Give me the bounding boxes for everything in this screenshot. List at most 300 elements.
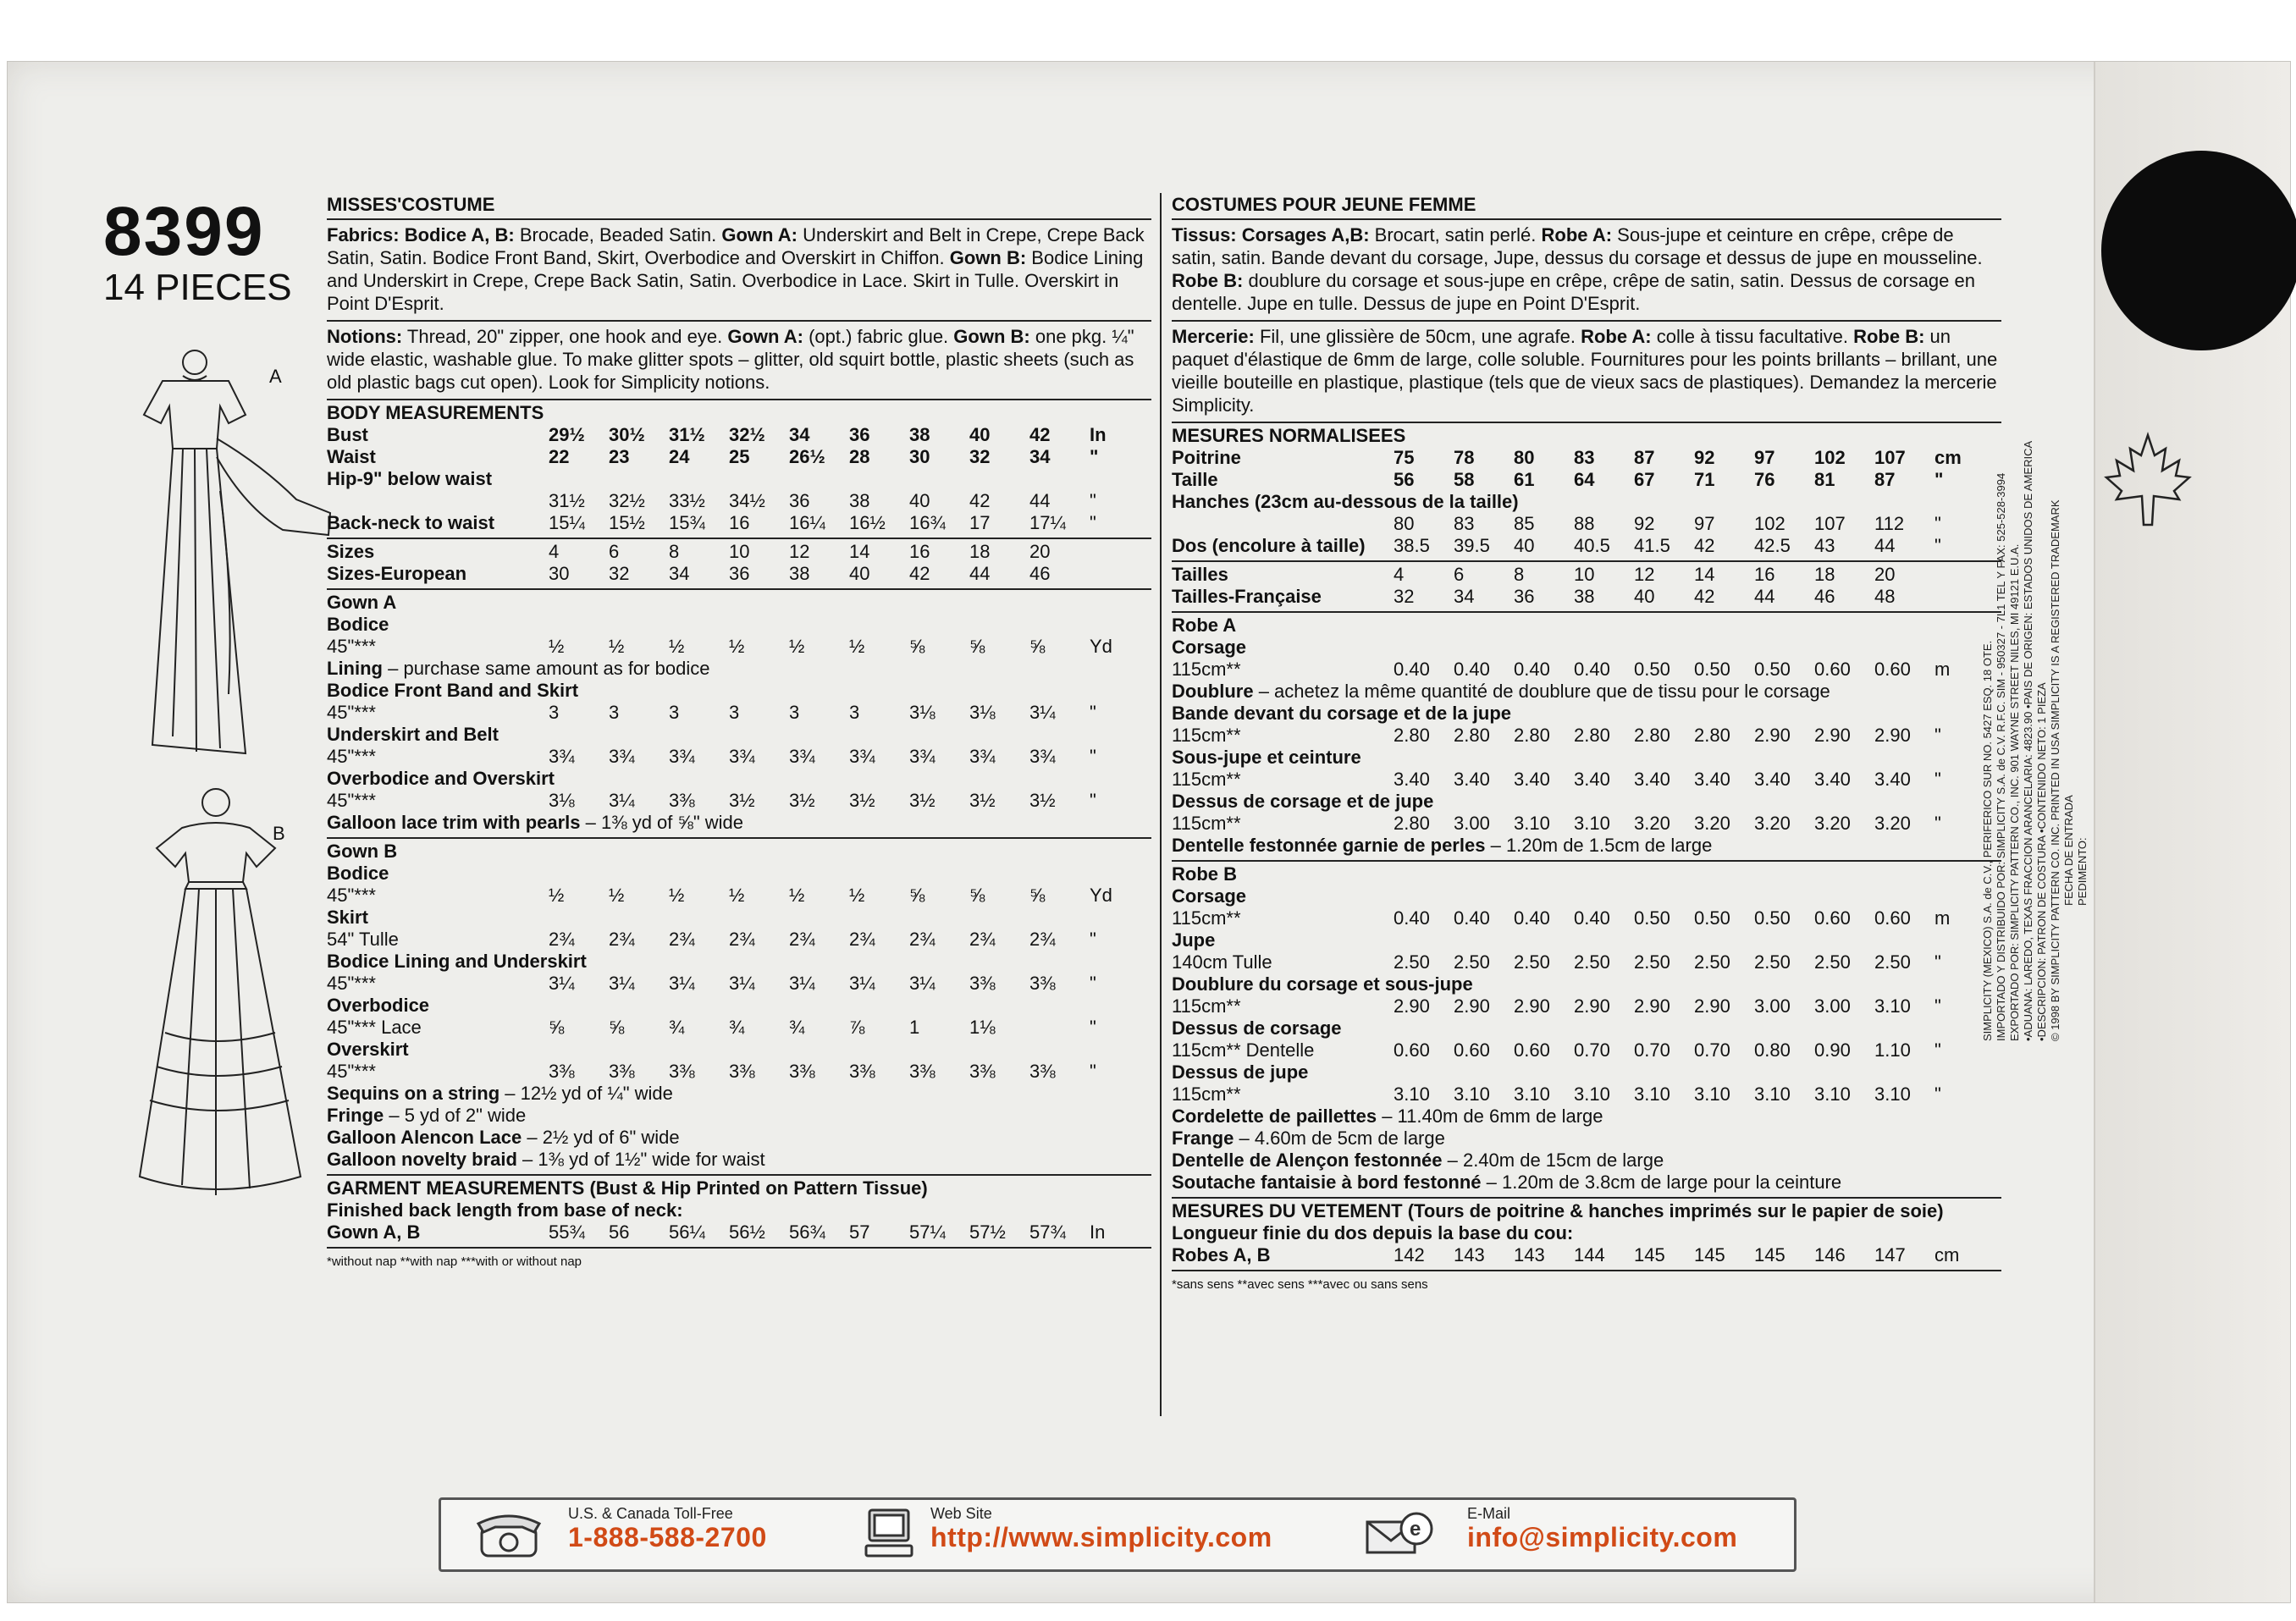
table-cell: 142 [1394,1244,1425,1265]
table-cell: ⅝ [609,1017,625,1038]
table-cell: ½ [849,636,865,657]
tailles-table [1172,562,2001,613]
table-row: 115cm** 2.90 2.90 2.90 2.90 2.90 2.90 3.00 3.00 3.10 " [1172,995,1941,1017]
table-cell: 15½ [609,512,645,533]
table-cell: 3.00 [1454,813,1490,834]
table-cell: 3¼ [729,973,755,994]
row-label: Bodice Front Band and Skirt [327,680,579,701]
computer-icon [864,1507,915,1561]
table-row: Tailles-Française 32 34 36 38 40 42 44 46 48 [1172,586,2001,608]
table-cell: ¾ [729,1017,745,1038]
table-cell: 3¾ [789,746,815,767]
mesures-vetement [1172,1199,2001,1271]
table-cell: 34 [669,563,690,584]
table-cell: 67 [1634,469,1655,490]
table-cell: 39.5 [1454,535,1490,556]
robe-b-metrage: Robe B Corsage 115cm** 0.40 0.40 0.40 0.40 0.50 0.50 0.50 0.60 0.60 m Jupe 140cm Tulle 2.50 2.50 2.50 2.50 2.50 2.50 2.50 2.50 2.50 " Doublure du corsage et sous-jupe 115cm** 2.90 2.90 2.90 2.90 2.90 2.90 3.00 3.00 3.10 " Dessus de corsage 115cm** Dentelle 0.60 0.60 0.60 0.70 0.70 0.70 0.80 0.90 1.10 " Dessus de jupe 115cm** 3.10 3.10 3.10 3.10 3.10 3.10 3.10 3.10 3.10 " Cordelette de paillettes – 11.40m de 6mm de large Frange – 4.60m de 5cm de large Dentelle de Alençon festonnée – 2.40m de 15cm de large Soutache fantaisie à bord festonné – 1.20m de 3.8cm de large pour la ceinture [1172,862,2001,1199]
table-cell: ⅝ [549,1017,565,1038]
table-cell: 1 [909,1017,920,1038]
table-cell: 33½ [669,490,705,511]
table-cell: 3.20 [1754,813,1791,834]
table-cell: 88 [1574,513,1595,534]
table-cell: 36 [789,490,810,511]
table-cell: 3.40 [1754,769,1791,790]
table-cell: 3⅜ [1029,1061,1056,1082]
table-cell: 40 [1514,535,1535,556]
table-cell: 3½ [789,790,815,811]
table-row: 45"*** 3 3 3 3 3 3 3⅛ 3⅛ 3¼ " [327,702,1096,723]
table-cell: ½ [609,636,625,657]
table-cell: 23 [609,446,630,467]
table-row: 45"*** ½ ½ ½ ½ ½ ½ ⅝ ⅝ ⅝ Yd [327,885,1112,906]
table-cell: 3.10 [1454,1083,1490,1105]
table-cell: 34 [1029,446,1051,467]
table-cell: 3⅜ [669,1061,695,1082]
row-label: Jupe [1172,929,1216,951]
table-cell: 3.00 [1754,995,1791,1017]
row-label: Finished back length from base of neck: [327,1199,683,1221]
table-cell: 3¾ [669,746,695,767]
table-cell: 40 [969,424,991,445]
row-label: Longueur finie du dos depuis la base du cou: [1172,1222,1574,1243]
table-cell: 56 [609,1221,630,1243]
email-caption: E-Mail [1467,1505,1511,1522]
table-cell: 3.40 [1514,769,1550,790]
table-cell: 3.40 [1454,769,1490,790]
table-cell: 3 [849,702,860,723]
table-cell: 32 [609,563,630,584]
table-cell: 145 [1694,1244,1725,1265]
table-cell: 40 [849,563,870,584]
table-cell: 30 [549,563,570,584]
table-row: Bust 29½ 30½ 31½ 32½ 34 36 38 40 42 In [327,424,1107,445]
row-label: Hanches (23cm au-dessous de la taille) [1172,491,1519,512]
table-cell: 14 [849,541,870,562]
table-cell: 3¼ [549,973,575,994]
table-cell: 2.80 [1394,725,1430,746]
table-cell: 48 [1874,586,1896,607]
table-cell: 3¾ [1029,746,1056,767]
web-link[interactable]: http://www.simplicity.com [930,1522,1272,1552]
table-cell: 0.80 [1754,1039,1791,1061]
notions-gown-b-text: one pkg. ¼" wide elastic, washable glue. To make glitter spots – glitter, old squirt bottle, plastic sheets (such as old plastic bags cut open). Look for Simplicity notions. [327,326,1134,393]
table-cell: 25 [729,446,750,467]
table-cell: 0.50 [1754,659,1791,680]
tissus-paragraph: Tissus: Corsages A,B: Brocart, satin perlé. Robe A: Sous-jupe et ceinture en crêpe, crêpe de satin, satin. Bande devant du corsage, Jupe, dessus du corsage et dessus de jupe en mousseline. Robe B: doublure du corsage et sous-jupe en crêpe, crêpe de satin, satin. Dessus de corsage en dentelle. Jupe en tulle. Dessus de jupe en Point D'Esprit. [1172,220,2001,322]
table-row: 45"*** 3⅜ 3⅜ 3⅜ 3⅜ 3⅜ 3⅜ 3⅜ 3⅜ 3⅜ " [327,1061,1096,1082]
email-link[interactable]: info@simplicity.com [1467,1522,1738,1552]
table-cell: 1⅛ [969,1017,996,1038]
table-cell: 0.60 [1454,1039,1490,1061]
table-cell: 16 [1754,564,1775,585]
table-cell: 42 [1694,586,1715,607]
table-cell: 41.5 [1634,535,1670,556]
table-cell: 3.10 [1634,1083,1670,1105]
table-cell: ⅝ [909,636,925,657]
row-label: Dessus de jupe [1172,1061,1309,1083]
table-cell: 3½ [729,790,755,811]
table-cell: 18 [969,541,991,562]
table-cell: 2.90 [1694,995,1730,1017]
table-cell: 16 [909,541,930,562]
table-title: BODY MEASUREMENTS [327,402,544,423]
table-cell: 31½ [549,490,585,511]
table-cell: 34½ [729,490,765,511]
table-cell: 16 [729,512,750,533]
row-label: Overskirt [327,1039,409,1060]
flap-line: SIMPLICITY (MEXICO) S.A. de C.V., PERIFERICO SUR NO. 5427 ESQ. 18 OTE. [1981,640,1994,1041]
fabrics-label: Fabrics: [327,224,400,245]
table-cell: 56½ [729,1221,765,1243]
table-cell: ⅝ [909,885,925,906]
flap-line: EXPORTADO POR: SIMPLICITY PATTERN CO., INC. 901 WAYNE STREET NILES, MI 49121 E.U.A. [2008,543,2021,1041]
table-cell: 3.00 [1814,995,1851,1017]
svg-text:e: e [1410,1518,1421,1541]
table-cell: 57¾ [1029,1221,1066,1243]
table-cell: 0.70 [1694,1039,1730,1061]
table-cell: 64 [1574,469,1595,490]
piece-count: 14 PIECES [103,267,292,308]
table-cell: 44 [969,563,991,584]
table-cell: 2¾ [669,929,695,950]
table-cell: 2.80 [1694,725,1730,746]
maple-leaf-icon [2101,432,2194,533]
table-cell: 2.90 [1454,995,1490,1017]
table-cell: 102 [1754,513,1785,534]
table-cell: 145 [1754,1244,1785,1265]
table-cell: 3 [729,702,740,723]
table-cell: 87 [1634,447,1655,468]
table-cell: 3.20 [1694,813,1730,834]
table-cell: 3⅜ [969,1061,996,1082]
view-a-sketch [102,339,339,762]
table-cell: 3¼ [909,973,936,994]
table-cell: 75 [1394,447,1415,468]
table-cell: 42.5 [1754,535,1791,556]
table-cell: 3 [609,702,620,723]
table-cell: 16¾ [909,512,946,533]
table-cell: 3¾ [549,746,575,767]
table-cell: 2.50 [1694,951,1730,973]
table-cell: 3.10 [1814,1083,1851,1105]
table-row: 115cm** 0.40 0.40 0.40 0.40 0.50 0.50 0.50 0.60 0.60 m [1172,907,1951,929]
view-b-sketch [131,779,351,1202]
table-row: 115cm** Dentelle 0.60 0.60 0.60 0.70 0.70 0.70 0.80 0.90 1.10 " [1172,1039,1941,1061]
table-cell: 3 [789,702,800,723]
table-cell: 83 [1574,447,1595,468]
table-cell: 83 [1454,513,1475,534]
table-cell: 3⅛ [549,790,575,811]
table-cell: 3¼ [849,973,875,994]
table-cell: 2¾ [1029,929,1056,950]
flap-line: © 1998 BY SIMPLICITY PATTERN CO. INC. PRINTED IN USA SIMPLICITY IS A REGISTERED TRADEMARK [2049,499,2061,1041]
table-cell: 4 [549,541,560,562]
table-cell: 2.90 [1574,995,1610,1017]
table-cell: 3.10 [1574,1083,1610,1105]
table-cell: 38 [849,490,870,511]
table-cell: 3⅜ [909,1061,936,1082]
table-cell: 2¾ [789,929,815,950]
table-cell: 0.50 [1694,907,1730,929]
table-row: 45"*** 3¾ 3¾ 3¾ 3¾ 3¾ 3¾ 3¾ 3¾ 3¾ " [327,746,1096,767]
table-row: 115cm** 0.40 0.40 0.40 0.40 0.50 0.50 0.50 0.60 0.60 m [1172,659,1951,680]
table-cell: 87 [1874,469,1896,490]
fabrics-gown-a-label: Gown A: [721,224,798,245]
row-label: Overbodice and Overskirt [327,768,555,789]
table-cell: 10 [729,541,750,562]
table-cell: 147 [1874,1244,1906,1265]
notions-paragraph [327,322,1151,400]
table-cell: 38.5 [1394,535,1430,556]
table-cell: 56 [1394,469,1415,490]
garment-measurements [327,1176,1151,1249]
table-cell: 3.10 [1694,1083,1730,1105]
table-cell: 3.10 [1514,813,1550,834]
row-label: Overbodice [327,995,430,1016]
table-cell: 34 [1454,586,1475,607]
table-cell: 3.20 [1634,813,1670,834]
table-cell: 0.50 [1754,907,1791,929]
table-cell: 30½ [609,424,645,445]
table-cell: 3.40 [1634,769,1670,790]
english-column [327,193,1151,1271]
table-cell: 44 [1874,535,1896,556]
table-cell: 0.40 [1514,907,1550,929]
table-cell: 12 [1634,564,1655,585]
table-cell: 6 [609,541,620,562]
flap-box-label: PEDIMENTO: [2076,837,2089,906]
table-row: 45"*** Lace ⅝ ⅝ ¾ ¾ ¾ ⅞ 1 1⅛ " [327,1017,1096,1038]
table-cell: 107 [1874,447,1906,468]
section-title: Robe B [1172,863,1237,885]
notions-gown-a-label: Gown A: [727,326,803,347]
table-cell: 2.50 [1754,951,1791,973]
table-cell: 3⅜ [969,973,996,994]
table-cell: ⅝ [969,885,985,906]
table-cell: 97 [1694,513,1715,534]
table-cell: 0.70 [1574,1039,1610,1061]
table-cell: 42 [909,563,930,584]
black-circle-mark [2101,151,2296,350]
table-cell: 143 [1454,1244,1485,1265]
table-cell: 3⅜ [729,1061,755,1082]
table-cell: 2.50 [1514,951,1550,973]
table-row: Taille 56 58 61 64 67 71 76 81 87 " [1172,469,1944,490]
mesures-table [1172,423,2001,562]
table-cell: 92 [1694,447,1715,468]
sizes-table [327,539,1151,590]
table-cell: 144 [1574,1244,1605,1265]
row-label: Bodice [327,614,389,635]
view-a-letter: A [269,366,282,387]
contact-bar [439,1497,1797,1572]
footnote: *without nap **with nap ***with or without nap [327,1254,582,1269]
table-cell: 3.10 [1754,1083,1791,1105]
table-cell: 40 [909,490,930,511]
fabrics-bodice-label: Bodice A, B: [404,224,515,245]
row-label: Bodice [327,863,389,884]
fabrics-gown-b-text: Bodice Lining and Underskirt in Crepe, Crepe Back Satin, Satin. Overbodice in Lace. Skirt in Tulle. Overskirt in Point D'Esprit. [327,247,1144,314]
table-row: Poitrine 75 78 80 83 87 92 97 102 107 cm [1172,447,1962,468]
section-title: Gown B [327,841,398,862]
table-cell: 17 [969,512,991,533]
table-cell: 0.70 [1634,1039,1670,1061]
table-cell: 3⅜ [789,1061,815,1082]
flap-line: •DESCRIPCION: PATRON DE COSTURA •CONTENIDO NETO: 1 PIEZA [2035,682,2048,1041]
table-cell: 12 [789,541,810,562]
table-cell: 42 [1029,424,1051,445]
table-cell: 3.10 [1394,1083,1430,1105]
table-cell: 32 [969,446,991,467]
robe-a-metrage: Robe A Corsage 115cm** 0.40 0.40 0.40 0.40 0.50 0.50 0.50 0.60 0.60 m Doublure – achetez la même quantité de doublure que de tissu pour le corsage Bande devant du corsage et de la jupe 115cm** 2.80 2.80 2.80 2.80 2.80 2.80 2.90 2.90 2.90 " Sous-jupe et ceinture 115cm** 3.40 3.40 3.40 3.40 3.40 3.40 3.40 3.40 3.40 " Dessus de corsage et de jupe 115cm** 2.80 3.00 3.10 3.10 3.20 3.20 3.20 3.20 3.20 " Dentelle festonnée garnie de perles – 1.20m de 1.5cm de large [1172,613,2001,862]
telephone-icon [475,1508,543,1561]
table-cell: 1.10 [1874,1039,1911,1061]
table-cell: 3¼ [609,973,635,994]
table-cell: 2.90 [1874,725,1911,746]
table-cell: 2¾ [969,929,996,950]
fabrics-gown-b-label: Gown B: [949,247,1027,268]
table-cell: 17¼ [1029,512,1066,533]
table-cell: 2¾ [549,929,575,950]
table-cell: 3⅛ [909,702,936,723]
row-label: Bodice Lining and Underskirt [327,951,587,972]
table-cell: 3.40 [1694,769,1730,790]
table-cell: 26½ [789,446,825,467]
table-cell: ½ [729,636,745,657]
table-cell: ½ [609,885,625,906]
table-cell: 15¾ [669,512,705,533]
table-cell: 44 [1754,586,1775,607]
table-cell: 57½ [969,1221,1006,1243]
table-cell: 0.50 [1694,659,1730,680]
table-cell: 0.40 [1394,907,1430,929]
table-cell: 22 [549,446,570,467]
table-cell: 32 [1394,586,1415,607]
table-cell: 20 [1029,541,1051,562]
email-icon [1364,1510,1440,1559]
fabrics-bodice-text: Brocade, Beaded Satin. [519,224,717,245]
table-cell: 2.50 [1814,951,1851,973]
table-cell: 80 [1514,447,1535,468]
table-row: 45"*** ½ ½ ½ ½ ½ ½ ⅝ ⅝ ⅝ Yd [327,636,1112,657]
table-cell: ⅝ [969,636,985,657]
notions-gown-b-label: Gown B: [953,326,1030,347]
table-cell: 8 [669,541,680,562]
row-label: Corsage [1172,637,1247,658]
table-cell: 3½ [909,790,936,811]
table-cell: 3.20 [1814,813,1851,834]
table-cell: ½ [549,636,565,657]
table-cell: 2.90 [1514,995,1550,1017]
table-cell: 3⅜ [609,1061,635,1082]
web-caption: Web Site [930,1505,992,1522]
table-cell: 0.50 [1634,907,1670,929]
table-cell: 24 [669,446,690,467]
table-cell: 2¾ [849,929,875,950]
phone-contact [568,1505,767,1552]
table-cell: 8 [1514,564,1525,585]
table-row: 115cm** 3.40 3.40 3.40 3.40 3.40 3.40 3.40 3.40 3.40 " [1172,769,1941,790]
table-cell: 0.60 [1814,659,1851,680]
table-cell: 32½ [729,424,765,445]
table-cell: 3¼ [789,973,815,994]
section-title: Gown A [327,592,397,613]
english-title: MISSES'COSTUME [327,193,1151,220]
table-title: MESURES NORMALISEES [1172,425,1406,446]
table-cell: 2.80 [1574,725,1610,746]
table-cell: ⅞ [849,1017,865,1038]
table-cell: 2.90 [1754,725,1791,746]
table-cell: 3⅛ [969,702,996,723]
table-cell: 3¾ [849,746,875,767]
table-cell: ½ [849,885,865,906]
row-label: Dessus de corsage [1172,1017,1342,1039]
table-cell: ½ [789,885,805,906]
table-cell: 2.90 [1394,995,1430,1017]
table-cell: 2¾ [609,929,635,950]
table-cell: 3⅜ [1029,973,1056,994]
table-cell: 3.10 [1574,813,1610,834]
table-cell: 2.50 [1574,951,1610,973]
table-cell: 3 [549,702,560,723]
table-row: 115cm** 2.80 3.00 3.10 3.10 3.20 3.20 3.20 3.20 3.20 " [1172,813,1941,834]
flap-line: •ADUANA: LAREDO, TEXAS FRACCION ARANCELARIA: 4823.90 •PAIS DE ORIGEN: ESTADOS UNIDOS DE AMERICA [2022,440,2034,1041]
table-cell: 78 [1454,447,1475,468]
section-title: MESURES DU VETEMENT (Tours de poitrine & hanches imprimés sur le papier de soie) [1172,1200,1944,1221]
table-cell: 57¼ [909,1221,946,1243]
table-row: Dos (encolure à taille) 38.5 39.5 40 40.5 41.5 42 42.5 43 44 " [1172,535,1941,556]
table-cell: 97 [1754,447,1775,468]
table-row: 115cm** 3.10 3.10 3.10 3.10 3.10 3.10 3.10 3.10 3.10 " [1172,1083,1941,1105]
gown-a-yardage: Gown A Bodice 45"*** ½ ½ ½ ½ ½ ½ ⅝ ⅝ ⅝ Yd Lining – purchase same amount as for bodice Bodice Front Band and Skirt 45"*** 3 3 3 3 3 3 3⅛ 3⅛ 3¼ " Underskirt and Belt 45"*** 3¾ 3¾ 3¾ 3¾ 3¾ 3¾ 3¾ 3¾ 3¾ " Overbodice and Overskirt 45"*** 3⅛ 3¼ 3⅜ 3½ 3½ 3½ 3½ 3½ 3½ " Galloon lace trim with pearls – 1⅜ yd of ⅝" wide [327,590,1151,839]
table-cell: 3.10 [1874,995,1911,1017]
table-cell: 36 [1514,586,1535,607]
table-cell: 34 [789,424,810,445]
table-cell: 3¾ [969,746,996,767]
table-cell: ½ [729,885,745,906]
table-cell: 36 [849,424,870,445]
row-label: Skirt [327,907,368,928]
table-cell: 0.40 [1574,659,1610,680]
table-cell: 2.50 [1634,951,1670,973]
table-cell: 0.40 [1514,659,1550,680]
pattern-header [103,193,292,308]
column-divider [1160,193,1162,1416]
table-cell: 143 [1514,1244,1545,1265]
table-cell: 43 [1814,535,1835,556]
table-cell: ⅝ [1029,885,1046,906]
table-row: 45"*** 3⅛ 3¼ 3⅜ 3½ 3½ 3½ 3½ 3½ 3½ " [327,790,1096,811]
table-cell: 0.60 [1874,907,1911,929]
french-column [1172,193,2001,1293]
table-cell: 2.50 [1394,951,1430,973]
table-cell: 85 [1514,513,1535,534]
table-cell: 3⅜ [549,1061,575,1082]
table-cell: 107 [1814,513,1846,534]
table-cell: 15¼ [549,512,585,533]
row-label: Hip-9" below waist [327,468,493,489]
section-title: GARMENT MEASUREMENTS (Bust & Hip Printed on Pattern Tissue) [327,1177,928,1199]
table-cell: 40 [1634,586,1655,607]
table-cell: 20 [1874,564,1896,585]
table-row: 54" Tulle 2¾ 2¾ 2¾ 2¾ 2¾ 2¾ 2¾ 2¾ 2¾ " [327,929,1096,950]
table-cell: 71 [1694,469,1715,490]
table-cell: 3½ [1029,790,1056,811]
table-cell: 44 [1029,490,1051,511]
table-cell: 3¼ [1029,702,1056,723]
table-cell: 3¼ [609,790,635,811]
section-title: Robe A [1172,615,1237,636]
